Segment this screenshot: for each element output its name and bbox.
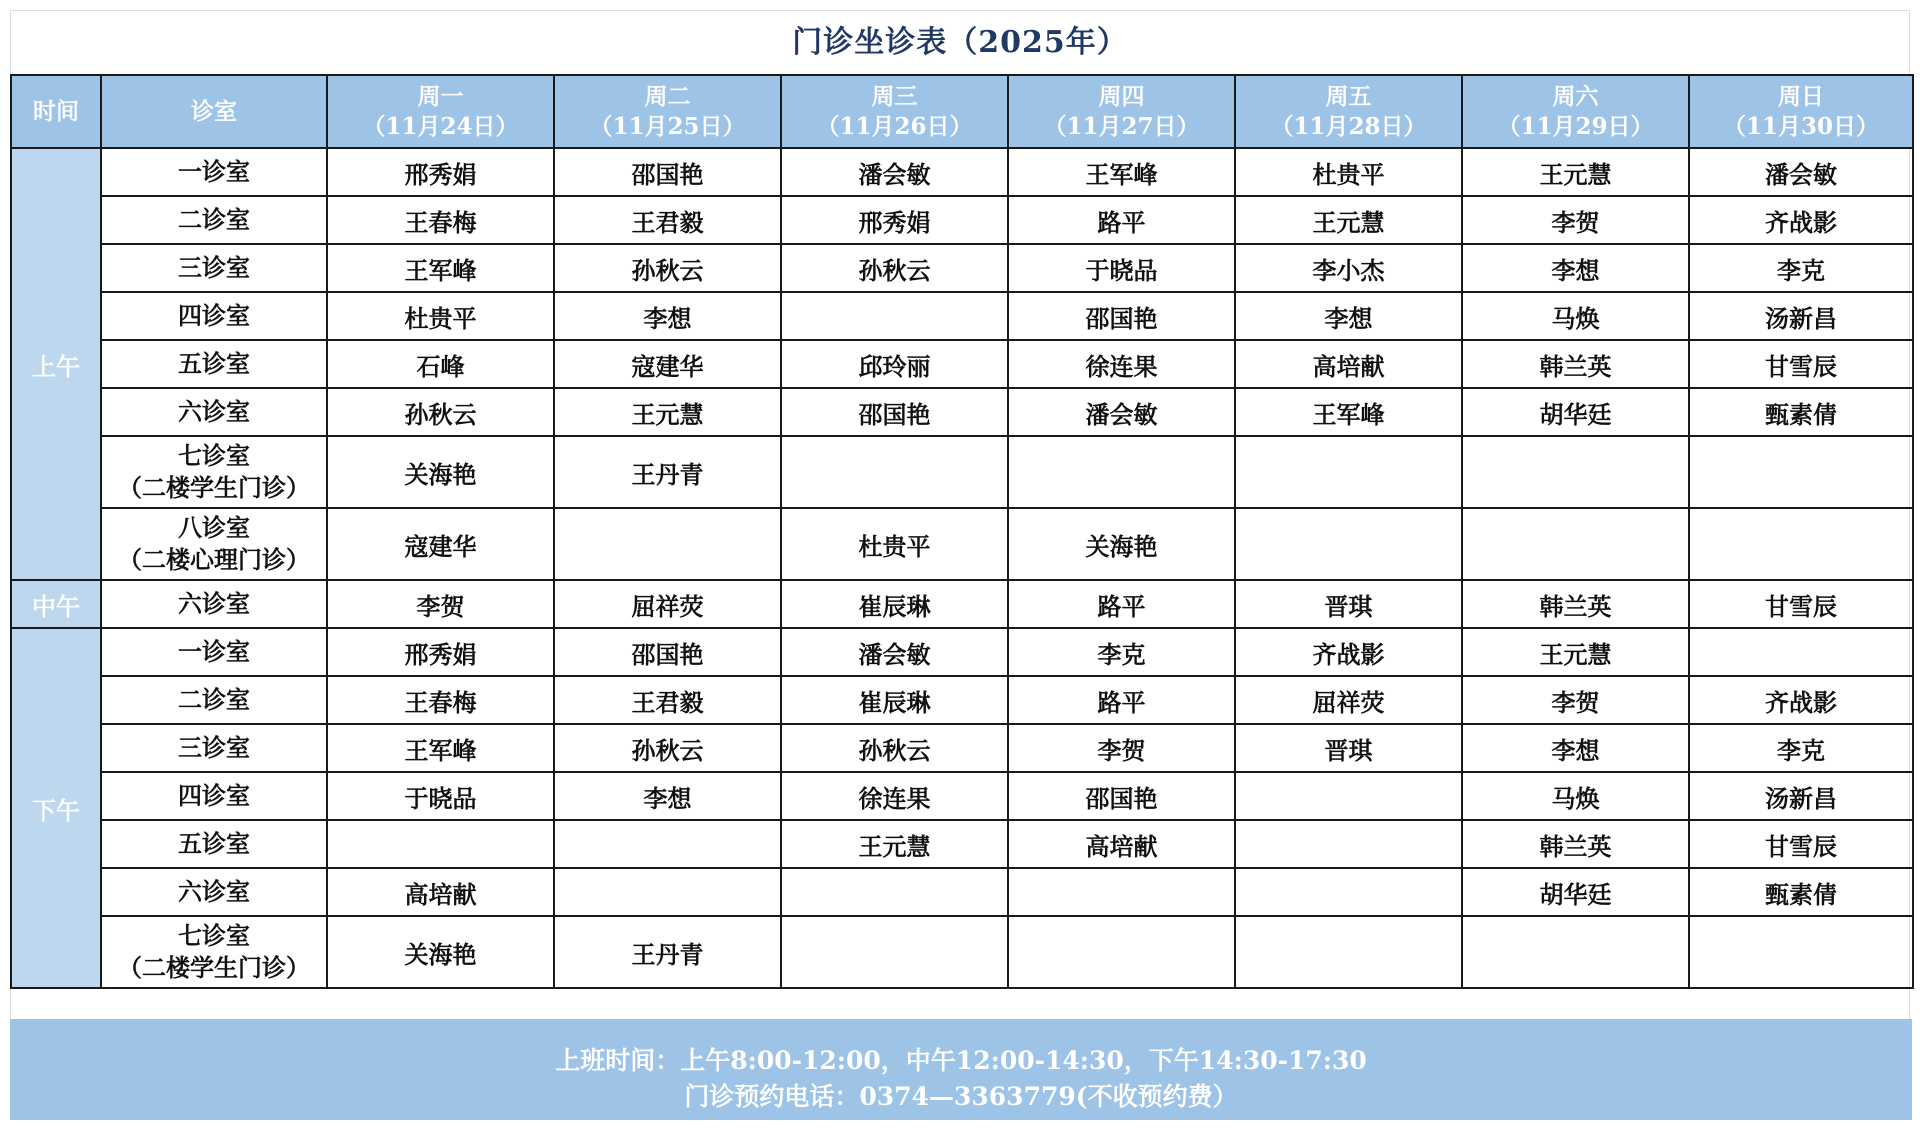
doctor-cell: 邱玲丽: [781, 340, 1008, 388]
doctor-cell: 邵国艳: [781, 388, 1008, 436]
doctor-cell: [781, 916, 1008, 988]
doctor-cell: 李想: [554, 292, 781, 340]
doctor-cell: 王丹青: [554, 436, 781, 508]
header-day: [1235, 75, 1462, 148]
schedule-table: [10, 74, 1914, 989]
doctor-cell: 孙秋云: [781, 244, 1008, 292]
room-cell: [101, 724, 327, 772]
doctor-cell: 王元慧: [554, 388, 781, 436]
doctor-cell: 晋琪: [1235, 724, 1462, 772]
doctor-cell: 李贺: [1462, 676, 1689, 724]
doctor-cell: 李小杰: [1235, 244, 1462, 292]
room-name: 五诊室: [178, 349, 250, 378]
doctor-cell: 王元慧: [1462, 148, 1689, 196]
room-name: 三诊室: [178, 733, 250, 762]
header-date: （11月24日）: [362, 112, 519, 140]
doctor-cell: 李克: [1008, 628, 1235, 676]
header-weekday: 周六: [1552, 82, 1599, 110]
header-row: [11, 75, 1913, 148]
doctor-cell: 胡华廷: [1462, 388, 1689, 436]
room-name: 六诊室: [178, 397, 250, 426]
room-cell: [101, 340, 327, 388]
table-row: [11, 820, 1913, 868]
room-note: （二楼学生门诊）: [118, 473, 310, 502]
doctor-cell: 徐连果: [781, 772, 1008, 820]
doctor-cell: 路平: [1008, 196, 1235, 244]
schedule-sheet: [10, 10, 1910, 1120]
room-name: 七诊室: [178, 921, 250, 950]
header-room: 诊室: [101, 75, 327, 148]
doctor-cell: 邵国艳: [1008, 292, 1235, 340]
header-date: （11月26日）: [816, 112, 973, 140]
room-name: 五诊室: [178, 829, 250, 858]
doctor-cell: 孙秋云: [327, 388, 554, 436]
doctor-cell: 杜贵平: [781, 508, 1008, 580]
doctor-cell: 潘会敏: [1689, 148, 1913, 196]
doctor-cell: 高培献: [1235, 340, 1462, 388]
doctor-cell: 齐战影: [1689, 676, 1913, 724]
header-day: [327, 75, 554, 148]
doctor-cell: 甄素倩: [1689, 388, 1913, 436]
table-row: [11, 724, 1913, 772]
room-cell: [101, 916, 327, 988]
doctor-cell: 王丹青: [554, 916, 781, 988]
doctor-cell: 石峰: [327, 340, 554, 388]
doctor-cell: [554, 868, 781, 916]
doctor-cell: 李贺: [1008, 724, 1235, 772]
room-name: 四诊室: [178, 301, 250, 330]
doctor-cell: 高培献: [1008, 820, 1235, 868]
doctor-cell: 杜贵平: [327, 292, 554, 340]
doctor-cell: 屈祥荧: [554, 580, 781, 628]
period-cell: 中午: [11, 580, 101, 628]
room-cell: [101, 868, 327, 916]
doctor-cell: 汤新昌: [1689, 772, 1913, 820]
doctor-cell: 邵国艳: [1008, 772, 1235, 820]
doctor-cell: 王元慧: [1462, 628, 1689, 676]
doctor-cell: 高培献: [327, 868, 554, 916]
doctor-cell: 李贺: [327, 580, 554, 628]
table-row: [11, 772, 1913, 820]
room-cell: [101, 628, 327, 676]
doctor-cell: [554, 820, 781, 868]
doctor-cell: 李贺: [1462, 196, 1689, 244]
doctor-cell: 晋琪: [1235, 580, 1462, 628]
working-hours: 上班时间：上午8:00-12:00，中午12:00-14:30，下午14:30-17:30: [555, 1046, 1367, 1075]
doctor-cell: [327, 820, 554, 868]
appointment-phone: 门诊预约电话：0374—3363779(不收预约费）: [684, 1082, 1238, 1111]
doctor-cell: 潘会敏: [781, 628, 1008, 676]
room-name: 六诊室: [178, 589, 250, 618]
doctor-cell: 杜贵平: [1235, 148, 1462, 196]
doctor-cell: 潘会敏: [1008, 388, 1235, 436]
footer-info: [10, 1019, 1912, 1120]
room-cell: [101, 388, 327, 436]
doctor-cell: [1235, 436, 1462, 508]
doctor-cell: [781, 292, 1008, 340]
doctor-cell: 王春梅: [327, 196, 554, 244]
doctor-cell: [1462, 508, 1689, 580]
doctor-cell: 王春梅: [327, 676, 554, 724]
header-date: （11月28日）: [1270, 112, 1427, 140]
doctor-cell: 胡华廷: [1462, 868, 1689, 916]
doctor-cell: 李想: [1235, 292, 1462, 340]
doctor-cell: 马焕: [1462, 292, 1689, 340]
doctor-cell: 李克: [1689, 724, 1913, 772]
doctor-cell: 齐战影: [1689, 196, 1913, 244]
doctor-cell: 李克: [1689, 244, 1913, 292]
header-date: （11月29日）: [1497, 112, 1654, 140]
room-cell: [101, 148, 327, 196]
room-name: 三诊室: [178, 253, 250, 282]
table-row: [11, 508, 1913, 580]
table-row: [11, 196, 1913, 244]
doctor-cell: 于晓品: [1008, 244, 1235, 292]
doctor-cell: 邢秀娟: [781, 196, 1008, 244]
doctor-cell: 王君毅: [554, 676, 781, 724]
doctor-cell: 齐战影: [1235, 628, 1462, 676]
doctor-cell: 徐连果: [1008, 340, 1235, 388]
doctor-cell: 汤新昌: [1689, 292, 1913, 340]
doctor-cell: 韩兰英: [1462, 820, 1689, 868]
header-day: [554, 75, 781, 148]
header-weekday: 周日: [1778, 82, 1824, 110]
room-cell: [101, 820, 327, 868]
doctor-cell: [1235, 508, 1462, 580]
doctor-cell: 邵国艳: [554, 148, 781, 196]
room-name: 七诊室: [178, 441, 250, 470]
header-day: [1689, 75, 1913, 148]
doctor-cell: 王军峰: [1235, 388, 1462, 436]
doctor-cell: 马焕: [1462, 772, 1689, 820]
header-day: [1008, 75, 1235, 148]
doctor-cell: 孙秋云: [554, 244, 781, 292]
header-weekday: 周二: [644, 82, 691, 110]
room-name: 二诊室: [178, 205, 250, 234]
doctor-cell: [1689, 508, 1913, 580]
table-row: [11, 436, 1913, 508]
doctor-cell: 王元慧: [1235, 196, 1462, 244]
doctor-cell: 孙秋云: [781, 724, 1008, 772]
header-date: （11月25日）: [589, 112, 746, 140]
room-name: 八诊室: [178, 513, 250, 542]
doctor-cell: 韩兰英: [1462, 580, 1689, 628]
header-day: [781, 75, 1008, 148]
doctor-cell: 崔辰琳: [781, 580, 1008, 628]
header-weekday: 周四: [1098, 82, 1145, 110]
header-weekday: 周一: [417, 82, 464, 110]
doctor-cell: [781, 436, 1008, 508]
doctor-cell: 屈祥荧: [1235, 676, 1462, 724]
schedule-body: [11, 148, 1913, 988]
doctor-cell: [1235, 820, 1462, 868]
doctor-cell: 寇建华: [554, 340, 781, 388]
room-note: （二楼心理门诊）: [118, 545, 310, 574]
doctor-cell: [1235, 916, 1462, 988]
doctor-cell: 邢秀娟: [327, 148, 554, 196]
doctor-cell: 甄素倩: [1689, 868, 1913, 916]
header-day: [1462, 75, 1689, 148]
room-name: 六诊室: [178, 877, 250, 906]
doctor-cell: 关海艳: [327, 436, 554, 508]
doctor-cell: [554, 508, 781, 580]
room-cell: [101, 436, 327, 508]
doctor-cell: 于晓品: [327, 772, 554, 820]
doctor-cell: [1689, 916, 1913, 988]
doctor-cell: 寇建华: [327, 508, 554, 580]
table-row: [11, 244, 1913, 292]
doctor-cell: 王军峰: [327, 724, 554, 772]
doctor-cell: [1462, 916, 1689, 988]
room-cell: [101, 508, 327, 580]
room-cell: [101, 580, 327, 628]
room-cell: [101, 772, 327, 820]
doctor-cell: 路平: [1008, 676, 1235, 724]
table-row: [11, 148, 1913, 196]
table-row: [11, 628, 1913, 676]
doctor-cell: [1462, 436, 1689, 508]
period-cell: 上午: [11, 148, 101, 580]
doctor-cell: [1689, 436, 1913, 508]
doctor-cell: 李想: [1462, 244, 1689, 292]
doctor-cell: 潘会敏: [781, 148, 1008, 196]
room-name: 二诊室: [178, 685, 250, 714]
table-row: [11, 340, 1913, 388]
header-date: （11月27日）: [1043, 112, 1200, 140]
table-row: [11, 388, 1913, 436]
room-cell: [101, 196, 327, 244]
doctor-cell: [1689, 628, 1913, 676]
table-row: [11, 292, 1913, 340]
page-title: 门诊坐诊表（2025年）: [792, 25, 1128, 60]
table-row: [11, 580, 1913, 628]
doctor-cell: 王军峰: [1008, 148, 1235, 196]
doctor-cell: 王君毅: [554, 196, 781, 244]
header-weekday: 周五: [1325, 82, 1372, 110]
doctor-cell: 崔辰琳: [781, 676, 1008, 724]
doctor-cell: 关海艳: [327, 916, 554, 988]
header-date: （11月30日）: [1722, 112, 1879, 140]
room-name: 一诊室: [178, 637, 250, 666]
doctor-cell: 甘雪辰: [1689, 820, 1913, 868]
doctor-cell: [1008, 436, 1235, 508]
table-row: [11, 676, 1913, 724]
room-cell: [101, 292, 327, 340]
room-name: 四诊室: [178, 781, 250, 810]
room-cell: [101, 676, 327, 724]
doctor-cell: 甘雪辰: [1689, 580, 1913, 628]
doctor-cell: 李想: [1462, 724, 1689, 772]
doctor-cell: [1235, 868, 1462, 916]
doctor-cell: [1235, 772, 1462, 820]
table-row: [11, 868, 1913, 916]
doctor-cell: 王元慧: [781, 820, 1008, 868]
doctor-cell: [1008, 868, 1235, 916]
room-cell: [101, 244, 327, 292]
doctor-cell: [1008, 916, 1235, 988]
doctor-cell: 路平: [1008, 580, 1235, 628]
doctor-cell: 关海艳: [1008, 508, 1235, 580]
doctor-cell: 李想: [554, 772, 781, 820]
period-cell: 下午: [11, 628, 101, 988]
doctor-cell: 王军峰: [327, 244, 554, 292]
doctor-cell: 孙秋云: [554, 724, 781, 772]
room-note: （二楼学生门诊）: [118, 953, 310, 982]
doctor-cell: 甘雪辰: [1689, 340, 1913, 388]
header-weekday: 周三: [871, 82, 918, 110]
doctor-cell: [781, 868, 1008, 916]
doctor-cell: 邵国艳: [554, 628, 781, 676]
room-name: 一诊室: [178, 157, 250, 186]
doctor-cell: 韩兰英: [1462, 340, 1689, 388]
doctor-cell: 邢秀娟: [327, 628, 554, 676]
table-row: [11, 916, 1913, 988]
header-time: 时间: [11, 75, 101, 148]
